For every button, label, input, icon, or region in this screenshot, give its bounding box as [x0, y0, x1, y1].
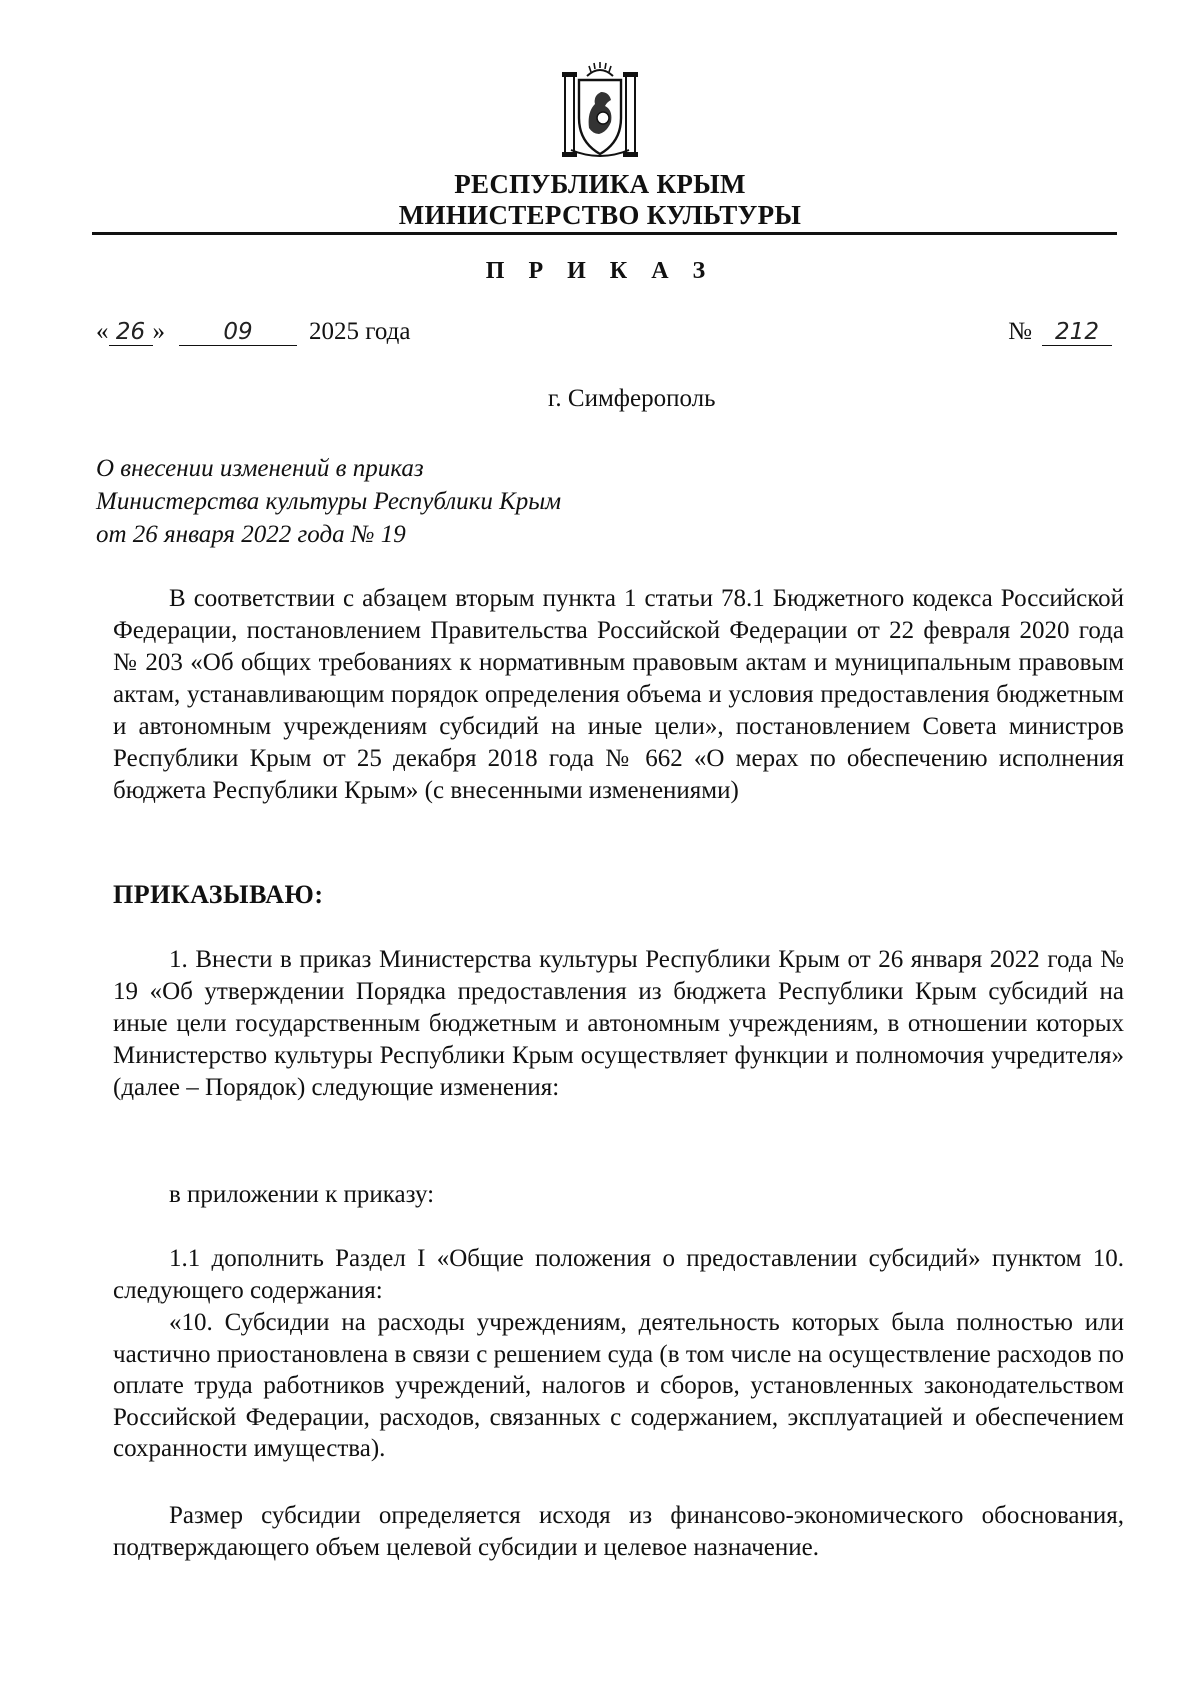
document-type: П Р И К А З — [485, 258, 715, 284]
item-1-1-paragraph: 1.1 дополнить Раздел I «Общие положения о предоставлении субсидий» пунктом 10. следующего содержания: — [113, 1245, 1124, 1304]
subsidy-size-paragraph: Размер субсидии определяется исходя из финансово-экономического обоснования, подтверждающего объем целевой субсидии и целевое назначение. — [113, 1502, 1124, 1561]
subject-line-1: О внесении изменений в приказ — [96, 455, 424, 482]
handwritten-month: 09 — [179, 319, 297, 346]
quote-close: » — [152, 318, 165, 345]
order-number — [1008, 318, 1112, 346]
number-sign: № — [1008, 318, 1032, 345]
item-1-paragraph: 1. Внести в приказ Министерства культуры Республики Крым от 26 января 2022 года № 19 «Об утверждении Порядка предоставления из бюджета Республики Крым субсидий на иные цели государственным бюджетным и автономным учреждениям, в отношении которых Министерство культуры Республики Крым осуществляет функции и полномочия учредителя» (далее – Порядок) следующие изменения: — [113, 946, 1124, 1101]
handwritten-number: 212 — [1042, 319, 1112, 346]
order-subject — [96, 452, 561, 551]
order-year: 2025 года — [309, 318, 411, 345]
handwritten-day: 26 — [109, 319, 153, 346]
item-10-quote-paragraph: «10. Субсидии на расходы учреждениям, деятельность которых была полностью или частично приостановлена в связи с решением суда (в том числе на осуществление расходов по оплате труда работников учреждений, налогов и сборов, установленных законодательством Российской Федерации, расходов, связанных с содержанием, эксплуатацией и обеспечением сохранности имущества). — [113, 1309, 1124, 1462]
order-directive: ПРИКАЗЫВАЮ: — [113, 880, 324, 909]
city: г. Симферополь — [548, 385, 716, 412]
subject-line-3: от 26 января 2022 года № 19 — [96, 521, 406, 548]
legal-basis-paragraph: В соответствии с абзацем вторым пункта 1 статьи 78.1 Бюджетного кодекса Российской Федерации, постановлением Правительства Российской Федерации от 22 февраля 2020 года № 203 «Об общих требованиях к нормативным правовым актам и муниципальным правовым актам, устанавливающим порядок определения объема и условия предоставления бюджетным и автономным учреждениям субсидий на иные цели», постановлением Совета министров Республики Крым от 25 декабря 2018 года № 662 «О мерах по обеспечению исполнения бюджета Республики Крым» (с внесенными изменениями) — [113, 585, 1124, 804]
republic-name: РЕСПУБЛИКА КРЫМ — [454, 169, 746, 199]
appendix-paragraph: в приложении к приказу: — [169, 1181, 435, 1208]
quote-open: « — [96, 318, 109, 345]
ministry-name: МИНИСТЕРСТВО КУЛЬТУРЫ — [398, 200, 802, 230]
order-date — [96, 318, 410, 346]
header-divider — [92, 232, 1117, 235]
subject-line-2: Министерства культуры Республики Крым — [96, 488, 562, 515]
coat-of-arms-emblem — [557, 62, 643, 162]
